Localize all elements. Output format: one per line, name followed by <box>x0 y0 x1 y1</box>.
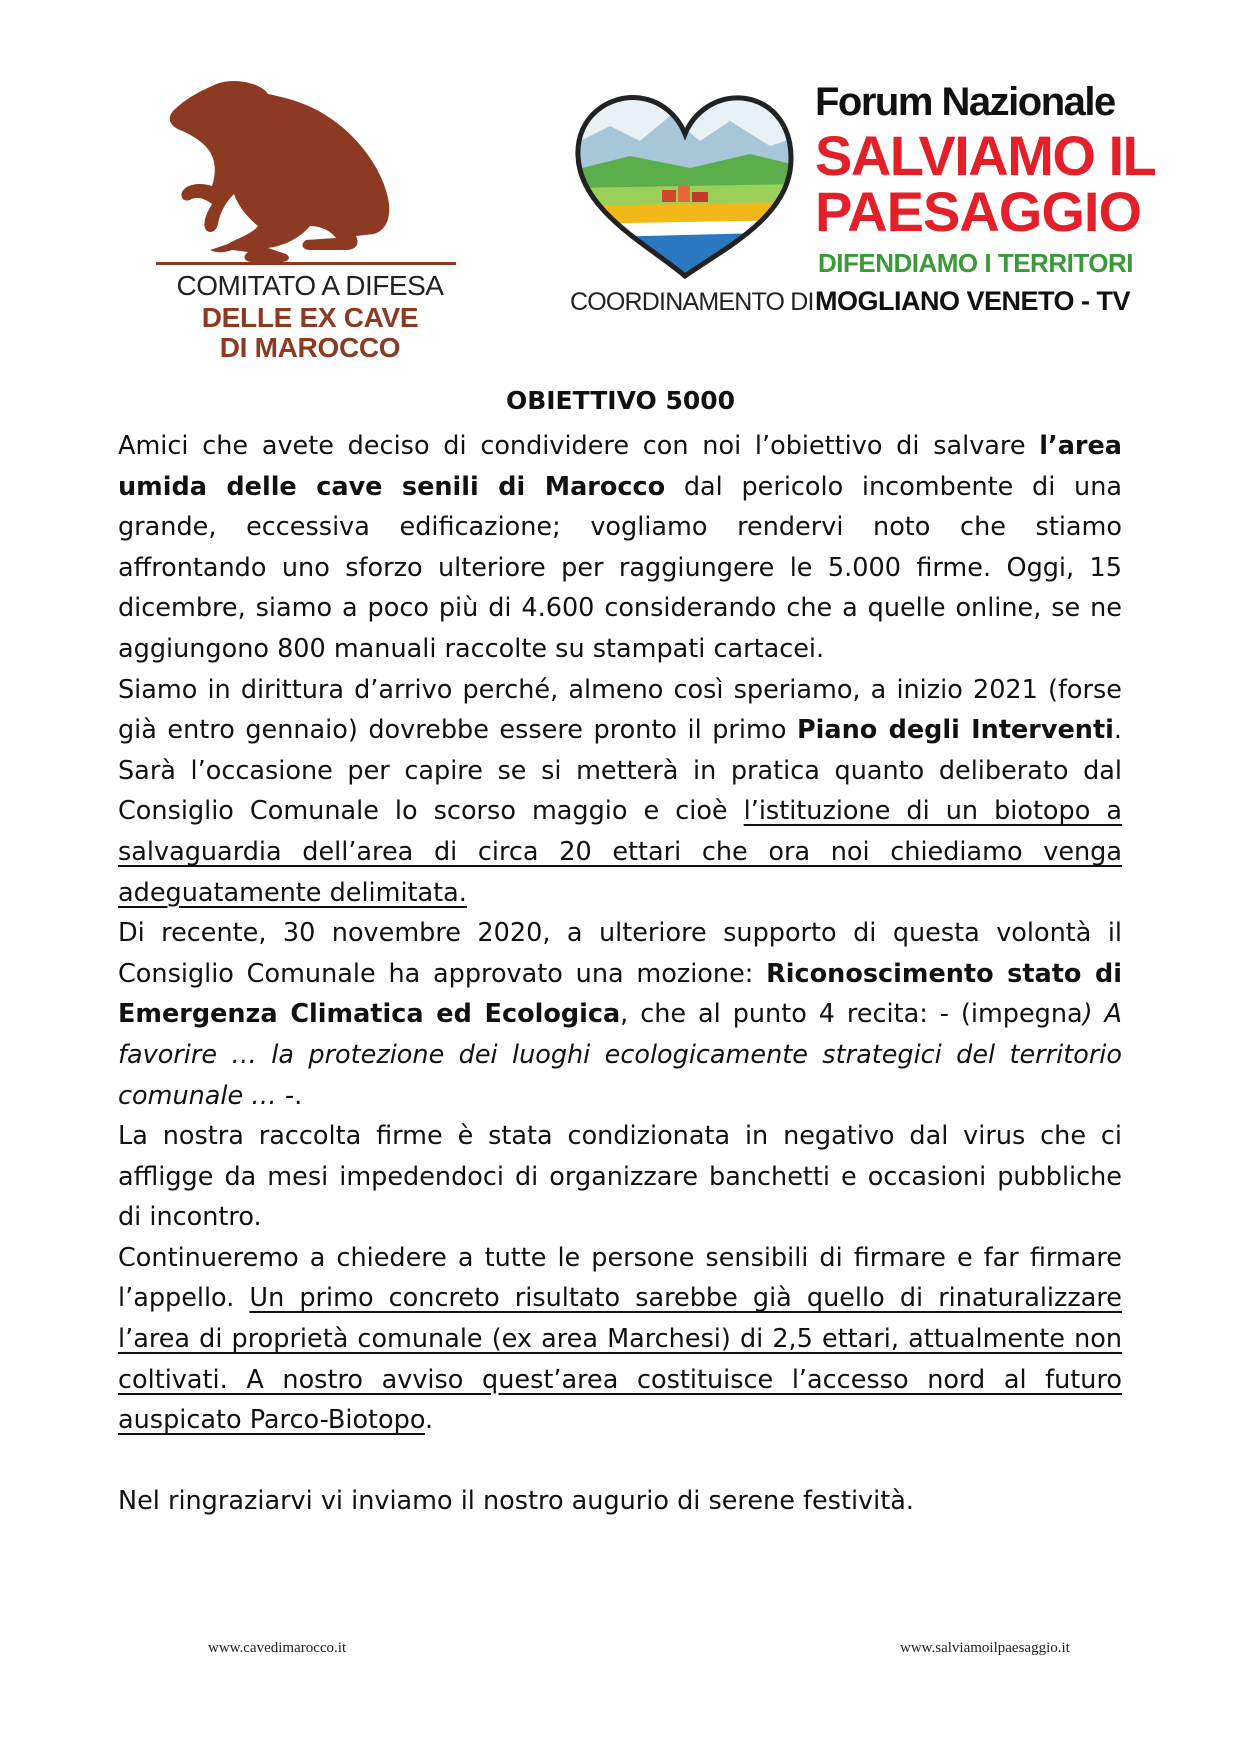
p2-text-c: . Sarà l’occasione per capire se si metterà in pratica quanto deliberato dal Consiglio Comunale lo scorso maggio e cioè <box>118 715 1122 827</box>
p5-underlined: Un primo concreto risultato sarebbe già quello di rinaturalizzare l’area di proprietà comunale (ex area Marchesi) di 2,5 ettari, attualmente non coltivati. A nostro avviso quest’area costituisce l’accesso nord al futuro auspicato Parco-Biotopo <box>118 1283 1122 1436</box>
p5-text-a: Continueremo a chiedere a tutte le persone sensibili di firmare e far firmare l’appello. <box>118 1242 1122 1314</box>
p2-underlined: l’istituzione di un biotopo a salvaguardia dell’area di circa 20 ettari che ora noi chiediamo venga adeguatamente delimitata. <box>118 796 1122 908</box>
logo-line-marocco: DI MAROCCO <box>219 332 401 363</box>
logo-salviamo-il: SALVIAMO IL <box>815 124 1156 187</box>
paragraph-1 <box>118 426 1122 670</box>
footer-link-cavedimarocco[interactable]: www.cavedimarocco.it <box>208 1640 347 1656</box>
paragraph-5 <box>118 1238 1122 1441</box>
logo-paesaggio: PAESAGGIO <box>815 180 1142 243</box>
p3-italic: ) A favorire … la protezione dei luoghi ecologicamente strategici del territorio comunale … - <box>118 999 1122 1111</box>
document-body <box>118 426 1122 1522</box>
footer-link-salviamoilpaesaggio[interactable]: www.salviamoilpaesaggio.it <box>900 1640 1070 1656</box>
p2-text-a: Siamo in dirittura d’arrivo perché, almeno così speriamo, a inizio 2021 (forse già entro gennaio) dovrebbe essere pronto il primo <box>118 674 1122 746</box>
p3-text-c: , che al punto 4 recita: - (impegna <box>620 999 1083 1030</box>
p2-bold: Piano degli Interventi <box>796 715 1114 746</box>
logo-difendiamo-i-territori: DIFENDIAMO I TERRITORI <box>818 248 1133 278</box>
logo-mogliano-veneto: MOGLIANO VENETO - TV <box>815 286 1131 316</box>
p3-text-e: . <box>294 1080 303 1111</box>
frog-icon <box>160 78 420 263</box>
p3-bold: Riconoscimento stato di Emergenza Climatica ed Ecologica <box>118 958 1123 1030</box>
paragraph-3 <box>118 913 1122 1116</box>
paragraph-2 <box>118 670 1122 914</box>
logo-coordinamento-di: COORDINAMENTO DI <box>570 288 814 316</box>
p5-text-c: . <box>424 1405 434 1436</box>
paragraph-4: La nostra raccolta firme è stata condizionata in negativo dal virus che ci affligge da mesi impedendoci di organizzare banchetti e occasioni pubbliche di incontro. <box>118 1121 1122 1233</box>
logo-rule <box>156 262 456 265</box>
paragraph-6: Nel ringraziarvi vi inviamo il nostro augurio di serene festività. <box>118 1486 914 1517</box>
logo-line-comitato: COMITATO A DIFESA <box>176 270 444 301</box>
logo-line-ex-cave: DELLE EX CAVE <box>201 302 419 333</box>
p3-text-a: Di recente, 30 novembre 2020, a ulteriore supporto di questa volontà il Consiglio Comunale ha approvato una mozione: <box>118 918 1122 989</box>
p1-text-c: dal pericolo incombente di una grande, eccessiva edificazione; vogliamo rendervi noto che stiamo affrontando uno sforzo ulteriore per raggiungere le 5.000 firme. Oggi, 15 dicembre, siamo a poco più di 4.600 considerando che a quelle online, se ne aggiungono 800 manuali raccolte su stampati cartacei. <box>118 471 1122 664</box>
salviamo-il-paesaggio-logo <box>570 80 1170 330</box>
comitato-logo <box>150 78 470 368</box>
logo-forum-nazionale: Forum Nazionale <box>815 80 1115 124</box>
document-title: OBIETTIVO 5000 <box>505 386 736 415</box>
p1-bold: l’area umida delle cave senili di Marocco <box>118 431 1122 502</box>
heart-landscape-icon <box>570 86 800 291</box>
paragraph-spacer <box>118 1441 1122 1482</box>
p1-text-a: Amici che avete deciso di condividere con noi l’obiettivo di salvare <box>118 431 1040 461</box>
